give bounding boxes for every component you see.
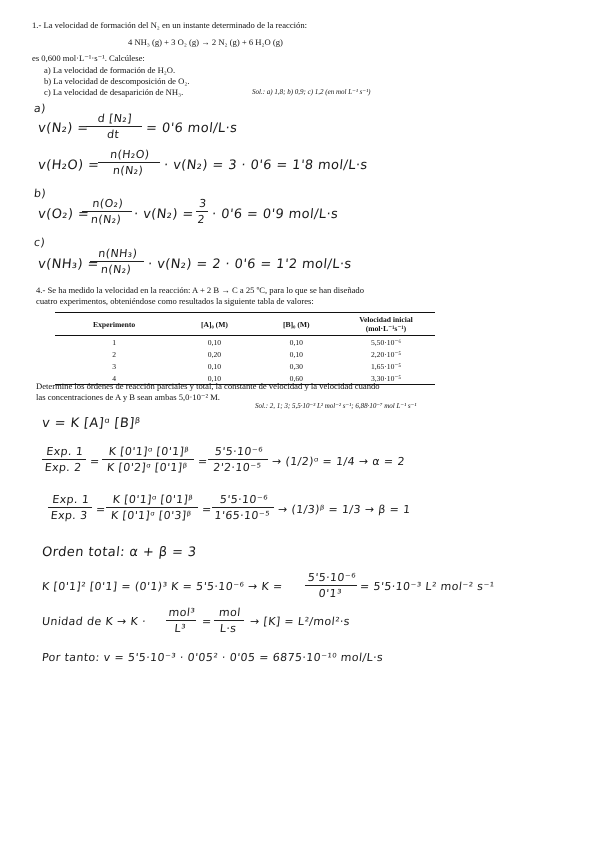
table-row [55, 360, 435, 372]
hw4-units-fraction1 [164, 606, 197, 635]
table-cell: 3 [112, 361, 117, 371]
hw4-k-line-num: 5'5·10⁻⁶ [307, 571, 357, 584]
hw4-exp13-result: → (1/3)ᵝ = 1/3 → β = 1 [277, 503, 412, 516]
hw1-vO2-lhs: v(O₂) = [37, 207, 90, 222]
hw1-label-c: c) [33, 236, 46, 249]
problem1-title: 1.- La velocidad de formación del N₂ en un instante determinado de la reacción: [32, 20, 308, 30]
experiment-table [55, 312, 435, 385]
problem1-question-b: b) La velocidad de descomposición de O₂. [44, 76, 190, 86]
hw4-exp13-num: Exp. 1 [51, 493, 90, 506]
table-cell: 4 [55, 372, 173, 385]
problem1-solution-hint: Sol.: a) 1,8; b) 0,9; c) 1,2 (en mol L⁻¹ s⁻¹) [252, 88, 371, 96]
hw4-exp12-den: Exp. 2 [44, 461, 83, 474]
table-cell: 3,30·10⁻⁵ [337, 372, 435, 385]
hw4-exp13-v-den: 1'65·10⁻⁵ [213, 509, 271, 522]
hw4-units-num1: mol³ [167, 606, 196, 619]
hw4-k-line-lhs: K [0'1]² [0'1] = (0'1)³ K = 5'5·10⁻⁶ → K = [41, 580, 284, 593]
hw4-units-lhs: Unidad de K → K · [41, 615, 147, 628]
hw4-exp12-num: Exp. 1 [45, 445, 84, 458]
hw4-rate-law: v = K [A]ᵅ [B]ᵝ [41, 416, 142, 431]
table-header: Velocidad inicial (mol·L⁻¹s⁻¹) [337, 313, 435, 336]
problem1-equation: 4 NH₃ (g) + 3 O₂ (g) → 2 N₂ (g) + 6 H₂O (g) [128, 37, 283, 47]
hw1-vNH3-lhs: v(NH₃) = [37, 257, 100, 272]
hw1-vN2-rhs: = 0'6 mol/L·s [145, 121, 239, 136]
hw4-exp13-ratio [46, 493, 93, 522]
hw4-exp13-eq: = [95, 503, 107, 516]
hw1-vO2-den: n(N₂) [90, 213, 122, 226]
hw1-vO2-mid: · v(N₂) = [133, 207, 195, 222]
problem1-question-a: a) La velocidad de formación de H₂O. [44, 65, 176, 75]
hw1-vNH3-num: n(NH₃) [97, 247, 138, 260]
hw1-vNH3-rhs: · v(N₂) = 2 · 0'6 = 1'2 mol/L·s [147, 257, 353, 272]
table-cell: 5,50·10⁻⁶ [370, 337, 402, 347]
problem4-solution-hint: Sol.: 2, 1; 3; 5,5·10⁻³ L² mol⁻² s⁻¹; 6,88·10⁻⁷ mol L⁻¹ s⁻¹ [255, 402, 417, 410]
hw4-units-den2: L·s [219, 622, 238, 635]
hw4-exp13-v-fraction [210, 493, 275, 522]
hw1-vO2-fden: 2 [196, 213, 206, 226]
problem4-question-line2: las concentraciones de A y B sean ambas 5,0·10⁻² M. [36, 392, 220, 402]
hw1-vNH3-den: n(N₂) [100, 263, 132, 276]
hw4-exp12-k-fraction [100, 445, 195, 474]
hw4-exp12-v-fraction [206, 445, 269, 474]
hw4-k-line-den: 0'1³ [317, 587, 343, 600]
hw1-vN2-den: dt [106, 128, 120, 141]
hw4-k-line-rhs: = 5'5·10⁻³ L² mol⁻² s⁻¹ [359, 580, 496, 593]
hw4-units-rhs: → [K] = L²/mol²·s [249, 615, 351, 628]
hw4-units-eq: = [201, 615, 213, 628]
hw4-exp13-k-fraction [104, 493, 199, 522]
hw1-vO2-num: n(O₂) [91, 197, 124, 210]
table-row [55, 348, 435, 360]
hw1-vH2O-den: n(N₂) [112, 164, 144, 177]
hw1-vN2-fraction [84, 112, 143, 141]
hw4-units-num2: mol [218, 606, 242, 619]
table-cell: 0,20 [207, 349, 222, 359]
hw1-vH2O-num: n(H₂O) [109, 148, 151, 161]
hw4-exp12-k-num: K [0'1]ᵅ [0'1]ᵝ [108, 445, 190, 458]
hw4-units-fraction2 [212, 606, 245, 635]
hw4-final: Por tanto: v = 5'5·10⁻³ · 0'05² · 0'05 = 6875·10⁻¹⁰ mol/L·s [41, 651, 384, 664]
table-header: Experimento [55, 313, 173, 336]
table-cell: 0,60 [256, 372, 337, 385]
problem4-title: 4.- Se ha medido la velocidad en la reacción: A + 2 B → C a 25 ºC, para lo que se han diseñado [36, 285, 365, 295]
table-cell: 0,10 [289, 349, 303, 359]
hw4-exp12-v-num: 5'5·10⁻⁶ [214, 445, 264, 458]
table-cell: 1 [112, 337, 117, 347]
table-row [55, 336, 435, 349]
problem1-rate-line: es 0,600 mol·L⁻¹·s⁻¹. Calcúlese: [32, 53, 145, 63]
hw4-exp13-k-num: K [0'1]ᵅ [0'1]ᵝ [112, 493, 194, 506]
table-cell: 0,10 [207, 337, 222, 347]
table-header-row [55, 313, 435, 336]
hw4-units-den1: L³ [173, 622, 187, 635]
table-header: [A]₀ (M) [173, 313, 255, 336]
hw1-vH2O-fraction [96, 148, 161, 177]
table-header: [B]₀ (M) [256, 313, 337, 336]
hw4-k-line-fraction [303, 571, 358, 600]
table-cell: 0,10 [173, 372, 255, 385]
hw4-exp12-ratio [40, 445, 87, 474]
hw1-vH2O-lhs: v(H₂O) = [37, 158, 101, 173]
hw4-exp12-result: → (1/2)ᵅ = 1/4 → α = 2 [271, 455, 406, 468]
hw4-exp12-eq2: = [197, 455, 209, 468]
hw1-label-b: b) [33, 187, 47, 200]
hw4-exp12-k-den: K [0'2]ᵅ [0'1]ᵝ [106, 461, 188, 474]
hw1-vO2-rhs: · 0'6 = 0'9 mol/L·s [211, 207, 339, 222]
hw1-vN2-num: d [N₂] [97, 112, 133, 125]
hw1-vN2-lhs: v(N₂) = [37, 121, 90, 136]
problem1-question-c: c) La velocidad de desaparición de NH₃. [44, 87, 184, 97]
hw4-exp12-eq: = [89, 455, 101, 468]
table-cell: 0,30 [289, 361, 303, 371]
hw4-exp13-v-num: 5'5·10⁻⁶ [219, 493, 269, 506]
hw1-vNH3-fraction [88, 247, 145, 276]
hw4-exp13-den: Exp. 3 [50, 509, 89, 522]
table-cell: 2 [112, 349, 117, 359]
hw1-vH2O-rhs: · v(N₂) = 3 · 0'6 = 1'8 mol/L·s [163, 158, 369, 173]
problem4-question-line1: Determine los órdenes de reacción parciales y total, la constante de velocidad y la velocidad cuando [36, 381, 380, 391]
table-cell: 2,20·10⁻⁵ [370, 349, 402, 359]
table-cell: 0,10 [207, 361, 222, 371]
hw1-vO2-coef-fraction [194, 197, 209, 226]
hw4-exp13-k-den: K [0'1]ᵅ [0'3]ᵝ [110, 509, 192, 522]
hw1-vO2-fraction [80, 197, 133, 226]
hw4-exp13-eq2: = [201, 503, 213, 516]
hw1-vO2-fnum: 3 [198, 197, 208, 210]
problem4-subtitle: cuatro experimentos, obteniéndose como resultados la siguiente tabla de valores: [36, 296, 314, 306]
hw4-exp12-v-den: 2'2·10⁻⁵ [212, 461, 262, 474]
table-cell: 1,65·10⁻⁵ [370, 361, 402, 371]
table-cell: 0,10 [289, 337, 303, 347]
hw1-label-a: a) [33, 102, 47, 115]
hw4-total-order: Orden total: α + β = 3 [41, 545, 198, 560]
